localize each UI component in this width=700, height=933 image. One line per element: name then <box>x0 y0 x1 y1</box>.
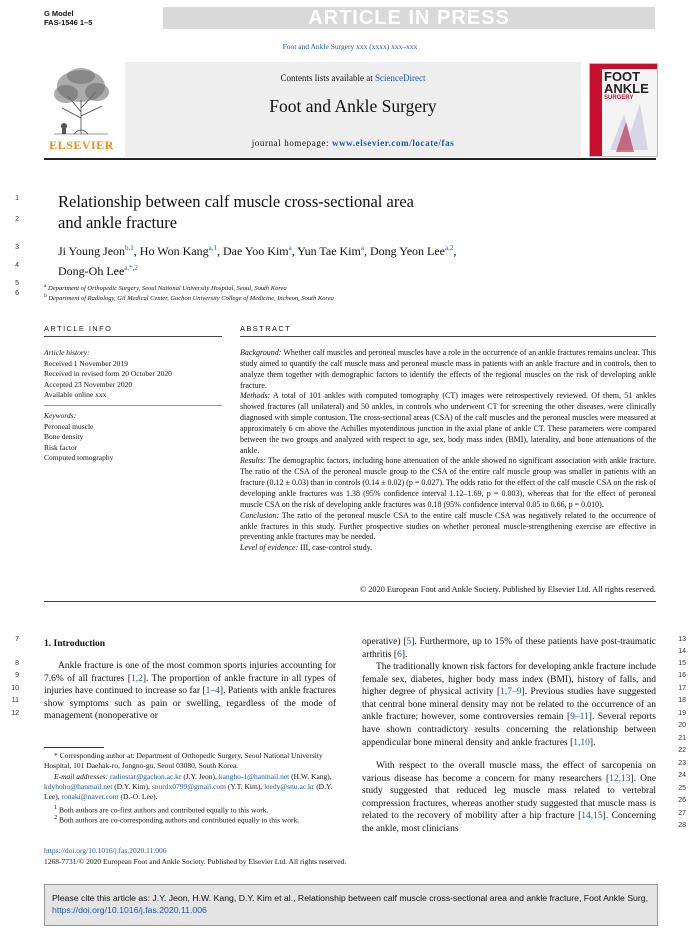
homepage-link[interactable]: www.elsevier.com/locate/fas <box>331 138 455 148</box>
line-number: 16 <box>678 672 686 679</box>
email-owner: (H.W. Kang), <box>289 772 332 781</box>
line-number: 1 <box>15 195 19 202</box>
cover-title-ankle: ANKLE <box>604 81 649 96</box>
author-affiliation-sup[interactable]: a,*,2 <box>124 264 138 272</box>
citation-link[interactable]: 5 <box>406 637 412 647</box>
citation-link[interactable]: 1,2 <box>130 673 143 684</box>
line-number: 11 <box>11 697 19 704</box>
body-text: ]. Patients with ankle fractures show symptoms such as pain or swelling, regardless of the mode of management (nonoperative or <box>44 686 336 722</box>
keywords: Keywords: Peroneal muscle Bone density Risk factor Computed tomography <box>44 411 114 462</box>
article-history: Article history: Received 1 November 2019 Received in revised form 20 October 2020 Accepted 23 November 2020 Available online xxx <box>44 348 172 399</box>
journal-reference[interactable]: Foot and Ankle Surgery xxx (xxxx) xxx–xxx <box>282 42 418 51</box>
issn-copyright: 1268-7731/© 2020 European Foot and Ankle Society. Published by Elsevier Ltd. All rights reserved. <box>44 857 347 866</box>
email-link[interactable]: snurdx0799@gmail.com <box>151 782 227 791</box>
line-number: 25 <box>678 785 686 792</box>
journal-homepage: journal homepage: www.elsevier.com/locate/fas <box>251 138 455 148</box>
citation-link[interactable]: 9–11 <box>570 712 589 723</box>
line-number: 19 <box>678 710 686 717</box>
body-text: ]. One study suggested that reduced leg muscle mass related to vertebral compression fractures, whereas another study suggested that muscle mass is related to the recovery of mobility after a hip fracture [ <box>362 773 656 822</box>
citation-link[interactable]: 12,13 <box>609 773 631 784</box>
line-number: 22 <box>678 747 686 754</box>
article-title: Relationship between calf muscle cross-sectional area and ankle fracture <box>58 192 414 232</box>
author-affiliation-sup[interactable]: a,1 <box>208 244 217 252</box>
abstract-copyright: © 2020 European Foot and Ankle Society. Published by Elsevier Ltd. All rights reserved. <box>359 585 656 594</box>
contents-available: Contents lists available at ScienceDirect <box>280 73 426 83</box>
citation-text: Please cite this article as: J.Y. Jeon, H.W. Kang, D.Y. Kim et al., Relationship between calf muscle cross-sectional area and ankle fracture, Foot Ankle Surg, https://doi.org/10.1016/j.fas.2020.11.006 <box>52 893 649 915</box>
body-text: ]. <box>589 737 596 748</box>
abstract-heading: ABSTRACT <box>240 324 292 333</box>
line-number: 9 <box>15 672 19 679</box>
line-number: 7 <box>15 636 19 643</box>
article-info-rule <box>44 336 222 337</box>
line-number: 6 <box>15 290 19 297</box>
body-text: The traditionally known risk factors for developing ankle fracture include female sex, diabetes, higher body mass index (BMI), history of falls, and higher degree of physical activity [ <box>362 662 656 698</box>
email-owner: (Y.T. Kim), <box>226 782 265 791</box>
intro-paragraph-right-3 <box>362 760 656 836</box>
intro-paragraph-right-1 <box>362 636 656 661</box>
intro-paragraph-left <box>44 660 336 723</box>
abstract-body: Background: Whether calf muscles and peroneal muscles have a role in the occurrence of an ankle fractures remains unclear. This study aimed to quantify the calf muscle mass and peroneal muscle mass in patients with an ankle fracture and in controls, then to analyze them together with demographic factors to identify the effects of the regional muscles on the risk of developing ankle fracture. Methods: A total of 101 ankles with computed tomography (CT) images were retrospectively reviewed. Of them, 51 ankles showed fractures (all unilateral) and 50 ankles, in controls who underwent CT for screening the other diseases, were clinically diagnosed with simple contusion. The cross-sectional areas (CSA) of the calf muscles and the peroneal muscles were measured at approximately 6 cm above the Achilles myotendinous junction in the axial plane of ankle CT. These parameters were compared between the two groups and analyzed with respect to age, sex, body mass index (BMI), laterality, and bone attenuations of the ankle. Results: The demographic factors, including bone attenuation of the ankle showed no significant association with ankle fracture. The ratio of the CSA of the peroneal muscle group to the CSA of the entire calf muscle group was smaller in patients with an fracture (0.12 ± 0.03) than in controls (0.14 ± 0.02) (p = 0.027). The odds ratio for the effect of the calf muscle CSA on the risk of developing ankle fractures was 1.38 (95% confidence interval 1.12–1.69, p = 0.003), whereas that for the effect of peroneal muscle CSA on the risk of developing ankle fractures was 0.18 (95% confidence interval 0.05 to 0.66, p = 0.010). Conclusion: The ratio of the peroneal muscle CSA to the entire calf muscle CSA was negatively related to the occurrence of ankle fractures in this study. Further prospective studies on whether peroneal muscle-strengthening exercise are effective in preventing ankle fractures may be needed. Level of evidence: III, case-control study. <box>240 348 656 553</box>
section-heading-introduction: 1. Introduction <box>44 639 106 649</box>
author-affiliation-sup[interactable]: a,2 <box>445 244 454 252</box>
author-affiliation-sup[interactable]: b,1 <box>125 244 134 252</box>
line-number: 2 <box>15 216 19 223</box>
email-label: E-mail addresses: <box>54 772 110 781</box>
line-number: 4 <box>15 262 19 269</box>
doi-link[interactable]: https://doi.org/10.1016/j.fas.2020.11.006 <box>44 846 167 855</box>
affiliation-a: $^a$ Department of Orthopedic Surgery, Seoul National University Hospital, Seoul, South Korea <box>44 283 287 293</box>
citation-doi-link[interactable]: https://doi.org/10.1016/j.fas.2020.11.006 <box>52 905 207 915</box>
article-in-press-text: ARTICLE IN PRESS <box>308 7 510 29</box>
email-link[interactable]: radiostar@gachon.ac.kr <box>109 772 182 781</box>
line-number: 26 <box>678 797 686 804</box>
body-text: ]. Furthermore, up to 15% of these patients have post-traumatic arthritis [ <box>362 637 656 660</box>
body-text: ]. Previous studies have suggested that central bone mineral density may not be related to the occurrence of an ankle fracture; however, some controversies remain [ <box>362 687 657 723</box>
abstract-bottom-rule <box>44 601 656 602</box>
line-number: 10 <box>11 685 19 692</box>
info-divider <box>44 405 222 406</box>
elsevier-wordmark: ELSEVIER <box>49 138 114 152</box>
footnote-1: $^1$ Both authors are co-first authors and contributed equally to this work. <box>54 804 269 815</box>
masthead-rule <box>44 158 656 160</box>
author-list: Ji Young Jeon$^{b,1}$, Ho Won Kang$^{a,1}$, Dae Yoo Kim$^a$, Yun Tae Kim$^a$, Dong Yeon Lee$^{a,2}$, Dong-Oh Lee$^{a,*,2}$ <box>58 244 457 278</box>
journal-cover-thumbnail[interactable] <box>589 63 658 157</box>
line-number: 8 <box>15 660 19 667</box>
sciencedirect-link[interactable]: ScienceDirect <box>375 73 426 83</box>
body-text: Ankle fracture is one of the most common sports injuries accounting for 7.6% of all fractures [ <box>44 661 336 684</box>
line-number: 21 <box>678 735 686 742</box>
line-number: 24 <box>678 772 686 779</box>
article-info-heading: ARTICLE INFO <box>44 324 113 333</box>
email-link[interactable]: kdyhoho@hanmail.net <box>44 782 113 791</box>
citation-link[interactable]: 6 <box>397 649 402 660</box>
affiliation-b: $^b$ Department of Radiology, Gil Medical Center, Gachon University College of Medicine, Incheon, South Korea <box>44 293 334 303</box>
citation-link[interactable]: 1,10 <box>573 737 590 748</box>
cover-title-foot: FOOT <box>604 69 641 84</box>
body-text: ]. <box>401 649 408 660</box>
citation-link[interactable]: 14,15 <box>581 811 603 822</box>
email-link[interactable]: ronaki@naver.com <box>61 792 119 801</box>
author-affiliation-sup[interactable]: a <box>288 244 292 252</box>
line-number: 15 <box>678 660 686 667</box>
body-text: ]. The proportion of ankle fracture in all types of injuries have continued to increase so far [ <box>44 673 336 697</box>
footnote-rule <box>44 747 104 748</box>
author-name: Yun Tae Kim <box>297 244 361 258</box>
intro-paragraph-right-2 <box>362 661 656 749</box>
corresponding-author-note: * Corresponding author at: Department of Orthopedic Surgery, Seoul National University Hospital, 101 Daehak-ro, Jongno-gu, Seoul 03080, South Korea. <box>44 751 323 770</box>
body-text: ]. Concerning the ankle, most clinicians <box>362 811 656 834</box>
line-number: 14 <box>678 648 686 655</box>
email-owner: (D.Y. Kim), <box>112 782 152 791</box>
email-owner: (D.Y. Lee), <box>44 782 333 801</box>
line-number: 17 <box>678 685 686 692</box>
line-number: 20 <box>678 722 686 729</box>
author-name: Dae Yoo Kim <box>222 244 289 258</box>
footnote-2: $^2$ Both authors are co-corresponding authors and contributed equally to this work. <box>54 814 300 825</box>
line-number: 3 <box>15 244 19 251</box>
email-addresses <box>44 772 336 802</box>
email-owner: (D.-O. Lee). <box>118 792 158 801</box>
author-affiliation-sup[interactable]: a <box>360 244 365 252</box>
line-number: 5 <box>15 280 19 287</box>
line-number: 13 <box>678 636 686 643</box>
line-number: 18 <box>678 697 686 704</box>
citation-link[interactable]: 1,7–9 <box>500 687 522 698</box>
email-link[interactable]: kangho-1@hanmail.net <box>218 772 290 781</box>
citation-link[interactable]: 1–4 <box>205 686 220 697</box>
body-text: With respect to the overall muscle mass, the effect of sarcopenia on various disease has become a concern for many researchers [ <box>362 761 656 784</box>
line-number: 27 <box>678 810 686 817</box>
author-name: Dong Yeon Lee <box>370 244 446 258</box>
author-name: Ho Won Kang <box>139 244 209 258</box>
line-number: 28 <box>678 822 686 829</box>
body-text: operative) [ <box>362 637 407 647</box>
line-number: 12 <box>11 710 19 717</box>
line-number: 23 <box>678 760 686 767</box>
author-name: Dong-Oh Lee <box>58 264 125 278</box>
abstract-rule <box>240 336 656 337</box>
journal-title: Foot and Ankle Surgery <box>269 96 437 116</box>
author-name: Ji Young Jeon <box>58 244 126 258</box>
g-model-label: G Model FAS-1546 1–5 <box>44 9 93 27</box>
email-owner: (J.Y. Jeon), <box>181 772 219 781</box>
email-link[interactable]: leedy@snu.ac.kr <box>264 782 315 791</box>
body-text: ]. Several reports have shown contradictory results concerning the relationship between appendicular bone mineral density and ankle fractures [ <box>362 712 656 748</box>
cover-title-surgery: SURGERY <box>604 95 634 101</box>
